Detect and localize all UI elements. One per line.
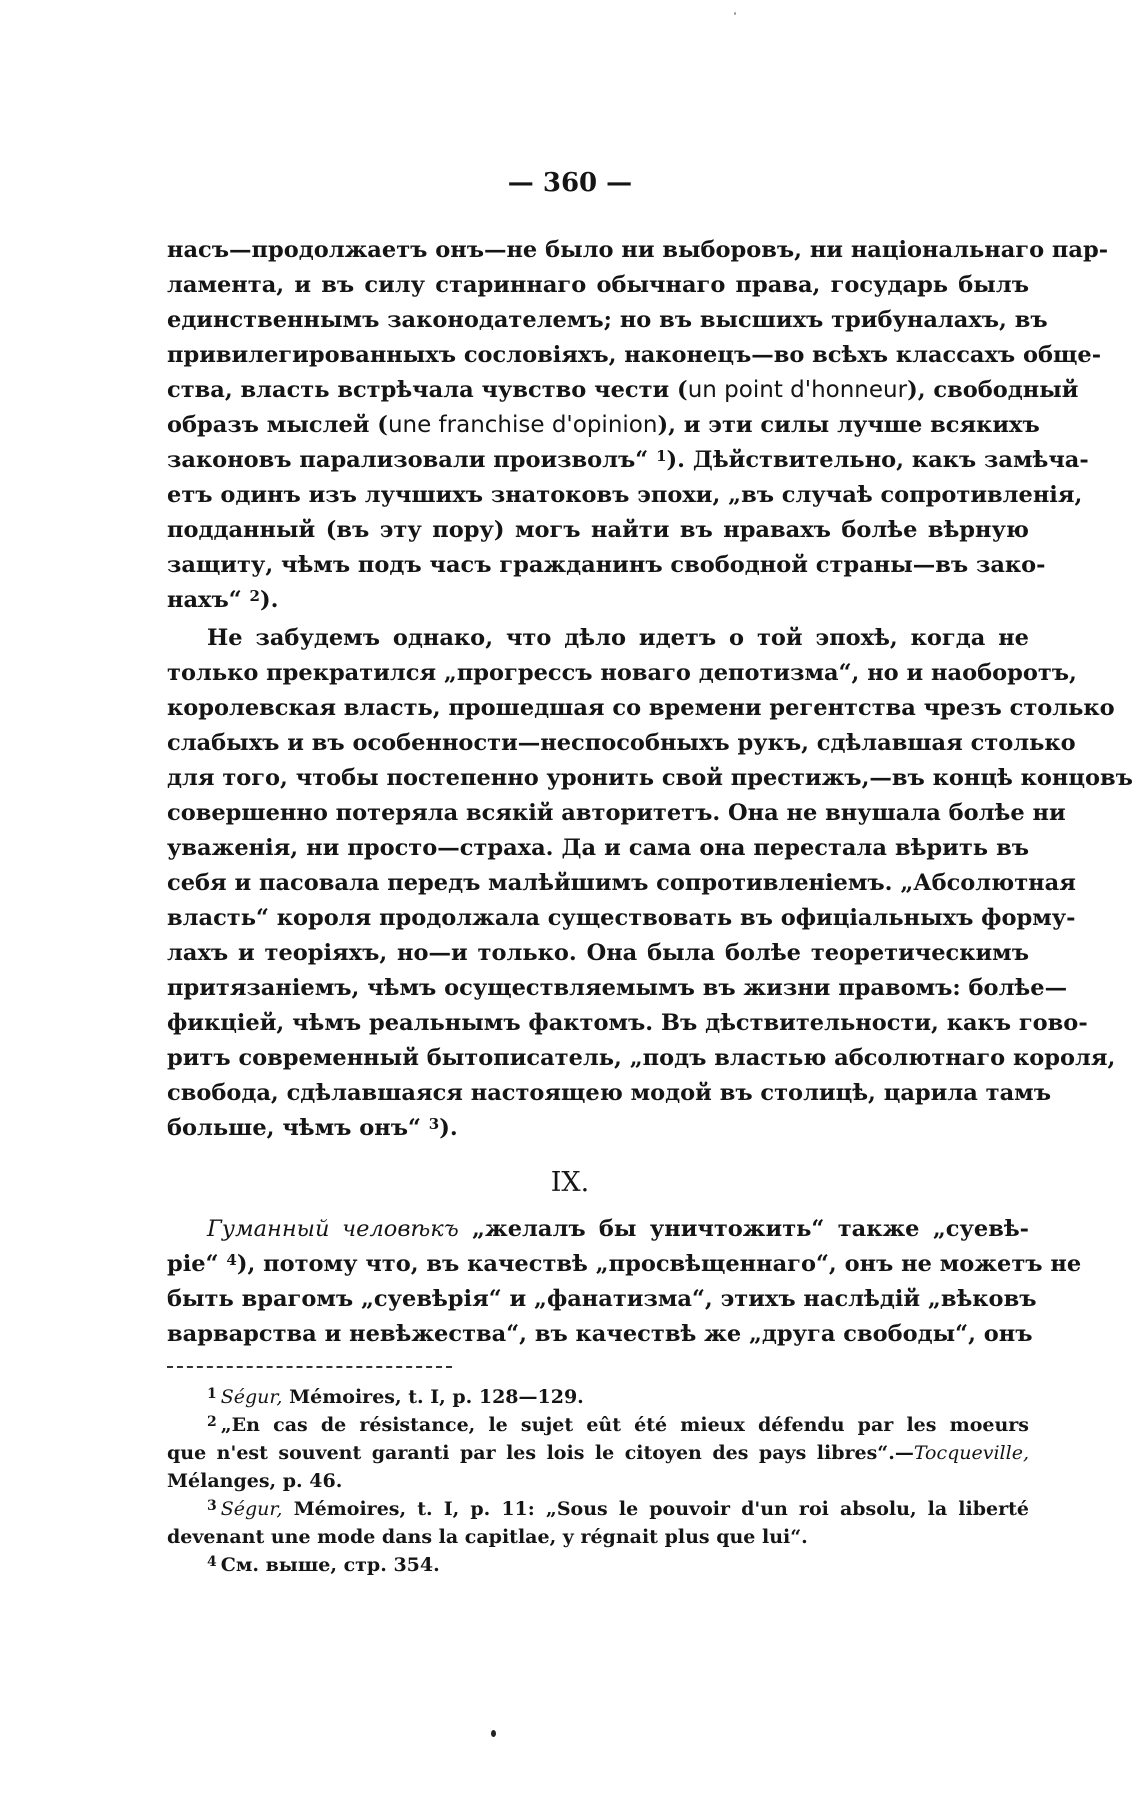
text-fragment: ), и эти силы лучше всякихъ — [657, 412, 1040, 438]
footnote-number: 4 — [207, 1554, 217, 1570]
french-phrase: une franchise d'opinion — [387, 412, 658, 438]
text-line: единственнымъ законодателемъ; но въ высшихъ трибуналахъ, въ — [167, 307, 1048, 333]
text-fragment: нахъ“ — [167, 587, 250, 613]
text-line — [167, 1111, 1029, 1146]
text-line: слабыхъ и въ особенности—неспособныхъ рукъ, сдѣлавшая столько — [167, 730, 1076, 756]
text-fragment: ). Дѣйствительно, какъ замѣча- — [666, 447, 1089, 473]
text-line: ламента, и въ силу стариннаго обычнаго права, государь былъ — [167, 272, 1029, 298]
french-phrase: un point d'honneur — [687, 377, 908, 403]
text-line: свобода, сдѣлавшаяся настоящею модой въ столицѣ, царила тамъ — [167, 1080, 1051, 1106]
text-line — [167, 1212, 1029, 1247]
text-line: ритъ современный бытописатель, „подъ властью абсолютнаго короля, — [167, 1045, 1116, 1071]
text-line: етъ одинъ изъ лучшихъ знатоковъ эпохи, „въ случаѣ сопротивленія, — [167, 482, 1083, 508]
footnote-number: 2 — [207, 1414, 217, 1430]
footnote-number: 1 — [207, 1386, 217, 1402]
text-line: быть врагомъ „суевѣрія“ и „фанатизма“, этихъ наслѣдій „вѣковъ — [167, 1286, 1037, 1312]
text-line: власть“ короля продолжала существовать въ офиціальныхъ форму- — [167, 905, 1076, 931]
text-fragment: ). — [439, 1115, 458, 1141]
footnote-text: Mémoires, t. I, p. 128—129. — [282, 1386, 584, 1408]
section-paragraph — [167, 1212, 1082, 1352]
text-line: насъ—продолжаетъ онъ—не было ни выборовъ, ни національнаго пар- — [167, 237, 1109, 263]
text-fragment: ства, власть встрѣчала чувство чести ( — [167, 377, 688, 403]
footnote-text: que n'est souvent garanti par les lois le citoyen des pays libres“.— — [167, 1442, 914, 1464]
footnotes — [167, 1383, 1029, 1579]
footnote-text: „En cas de résistance, le sujet eût été mieux défendu par les moeurs — [220, 1414, 1029, 1436]
footnote-author: Ségur, — [220, 1498, 283, 1520]
text-line — [167, 408, 1040, 443]
text-fragment: ріе“ — [167, 1251, 227, 1277]
text-fragment: ), свободный — [907, 377, 1079, 403]
italic-phrase: Гуманный человѣкъ — [207, 1216, 459, 1242]
footnote-3 — [167, 1495, 1029, 1523]
ink-speck — [734, 12, 736, 15]
section-heading: IX. — [550, 1167, 590, 1198]
footnote-ref[interactable]: 1 — [656, 447, 667, 465]
text-fragment: ), потому что, въ качествѣ „просвѣщеннаго“, онъ не можетъ не — [236, 1251, 1082, 1277]
footnote-text: Mémoires, t. I, p. 11: „Sous le pouvoir d'un roi absolu, la liberté — [282, 1498, 1029, 1520]
footnote-ref[interactable]: 4 — [226, 1251, 237, 1269]
text-line: себя и пасовала передъ малѣйшимъ сопротивленіемъ. „Абсолютная — [167, 870, 1076, 896]
footnote-ref[interactable]: 2 — [249, 587, 260, 605]
footnote-author: Tocqueville, — [913, 1442, 1029, 1464]
text-line — [167, 583, 1029, 618]
text-fragment: больше, чѣмъ онъ“ — [167, 1115, 429, 1141]
text-line: подданный (въ эту пору) могъ найти въ нравахъ болѣе вѣрную — [167, 517, 1029, 543]
text-line: Не забудемъ однако, что дѣло идетъ о той эпохѣ, когда не — [207, 625, 1029, 651]
text-line: защиту, чѣмъ подъ часъ гражданинъ свободной страны—въ зако- — [167, 552, 1046, 578]
footnote-2-cont: Mélanges, p. 46. — [167, 1470, 343, 1492]
page-number: — 360 — — [507, 168, 633, 198]
paragraph-2 — [167, 621, 1133, 1146]
text-line — [167, 373, 1079, 408]
footnote-separator — [167, 1366, 452, 1368]
text-fragment: ). — [259, 587, 279, 613]
text-fragment: законовъ парализовали произволъ“ — [167, 447, 657, 473]
text-line — [167, 443, 1089, 478]
text-line: для того, чтобы постепенно уронить свой престижъ,—въ концѣ концовъ — [167, 765, 1133, 791]
paragraph-1 — [167, 233, 1109, 618]
text-line: лахъ и теоріяхъ, но—и только. Она была болѣе теоретическимъ — [167, 940, 1029, 966]
footnote-2-cont — [167, 1439, 1029, 1467]
footnote-ref[interactable]: 3 — [428, 1115, 440, 1133]
footnote-2 — [167, 1411, 1029, 1439]
text-line: совершенно потеряла всякій авторитетъ. Она не внушала болѣе ни — [167, 800, 1066, 826]
footnote-3-cont: devenant une mode dans la capitlae, y régnait plus que lui“. — [167, 1526, 808, 1548]
footnote-1 — [167, 1383, 1029, 1411]
text-line: фикціей, чѣмъ реальнымъ фактомъ. Въ дѣствительности, какъ гово- — [167, 1010, 1088, 1036]
text-line: уваженія, ни просто—страха. Да и сама она перестала вѣрить въ — [167, 835, 1029, 861]
footnote-number: 3 — [207, 1498, 217, 1514]
text-line: варварства и невѣжества“, въ качествѣ же „друга свободы“, онъ — [167, 1321, 1033, 1347]
text-fragment: „желалъ бы уничтожить“ также „суевѣ- — [458, 1216, 1029, 1242]
ink-speck — [491, 1730, 496, 1737]
footnote-text: См. выше, стр. 354. — [220, 1554, 440, 1576]
text-line: притязаніемъ, чѣмъ осуществляемымъ въ жизни правомъ: болѣе— — [167, 975, 1068, 1001]
text-fragment: образъ мыслей ( — [167, 412, 388, 438]
text-line: только прекратился „прогрессъ новаго депотизма“, но и наоборотъ, — [167, 660, 1077, 686]
footnote-4 — [167, 1551, 1029, 1579]
text-line: королевская власть, прошедшая со времени регентства чрезъ столько — [167, 695, 1115, 721]
text-line — [167, 1247, 1082, 1282]
text-line: привилегированныхъ сословіяхъ, наконецъ—во всѣхъ классахъ обще- — [167, 342, 1102, 368]
footnote-author: Ségur, — [220, 1386, 283, 1408]
